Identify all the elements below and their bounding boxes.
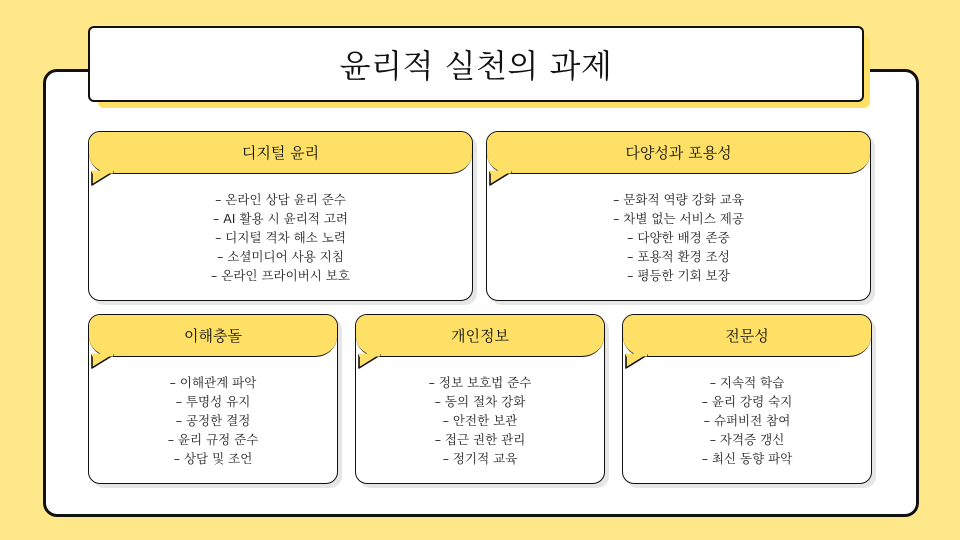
title-box <box>88 26 864 102</box>
page-title: 윤리적 실천의 과제 <box>339 47 613 85</box>
card-digital-ethics <box>88 131 473 301</box>
card-heading: 다양성과 포용성 <box>625 144 732 162</box>
card-body <box>622 314 872 484</box>
card-item-list <box>487 190 870 285</box>
list-item: – 자격증 갱신 <box>709 432 785 447</box>
list-item: – 평등한 기회 보장 <box>627 268 730 283</box>
card-heading: 개인정보 <box>451 327 509 345</box>
speech-tail-icon <box>91 172 117 186</box>
card-header <box>356 315 604 357</box>
list-item: – AI 활용 시 윤리적 고려 <box>213 211 348 226</box>
list-item: – 포용적 환경 조성 <box>627 249 730 264</box>
list-item: – 소셜미디어 사용 지침 <box>217 249 344 264</box>
card-body <box>88 131 473 301</box>
list-item: – 정기적 교육 <box>442 451 518 466</box>
list-item: – 투명성 유지 <box>175 394 251 409</box>
card-header <box>623 315 871 357</box>
list-item: – 디지털 격차 해소 노력 <box>215 230 346 245</box>
card-header <box>89 132 472 174</box>
card-conflict <box>88 314 338 484</box>
list-item: – 온라인 상담 윤리 준수 <box>215 192 346 207</box>
list-item: – 공정한 결정 <box>175 413 251 428</box>
list-item: – 온라인 프라이버시 보호 <box>211 268 350 283</box>
speech-tail-icon <box>91 355 117 369</box>
list-item: – 접근 권한 관리 <box>434 432 526 447</box>
list-item: – 다양한 배경 존중 <box>627 230 730 245</box>
list-item: – 안전한 보관 <box>442 413 518 428</box>
list-item: – 이해관계 파악 <box>169 375 257 390</box>
card-heading: 디지털 윤리 <box>241 144 320 162</box>
list-item: – 윤리 규정 준수 <box>167 432 259 447</box>
list-item: – 동의 절차 강화 <box>434 394 526 409</box>
speech-tail-icon <box>489 172 515 186</box>
card-heading: 이해충돌 <box>184 327 242 345</box>
card-diversity <box>486 131 871 301</box>
card-item-list <box>89 373 337 468</box>
card-header <box>89 315 337 357</box>
speech-tail-icon <box>358 355 384 369</box>
list-item: – 최신 동향 파악 <box>701 451 793 466</box>
list-item: – 슈퍼비전 참여 <box>703 413 791 428</box>
card-item-list <box>89 190 472 285</box>
card-privacy <box>355 314 605 484</box>
list-item: – 지속적 학습 <box>709 375 785 390</box>
card-body <box>355 314 605 484</box>
list-item: – 상담 및 조언 <box>173 451 253 466</box>
list-item: – 정보 보호법 준수 <box>428 375 532 390</box>
card-header <box>487 132 870 174</box>
list-item: – 차별 없는 서비스 제공 <box>613 211 744 226</box>
speech-tail-icon <box>625 355 651 369</box>
card-body <box>486 131 871 301</box>
card-item-list <box>356 373 604 468</box>
card-body <box>88 314 338 484</box>
list-item: – 윤리 강령 숙지 <box>701 394 793 409</box>
card-expertise <box>622 314 872 484</box>
list-item: – 문화적 역량 강화 교육 <box>613 192 744 207</box>
card-heading: 전문성 <box>725 327 769 345</box>
card-item-list <box>623 373 871 468</box>
